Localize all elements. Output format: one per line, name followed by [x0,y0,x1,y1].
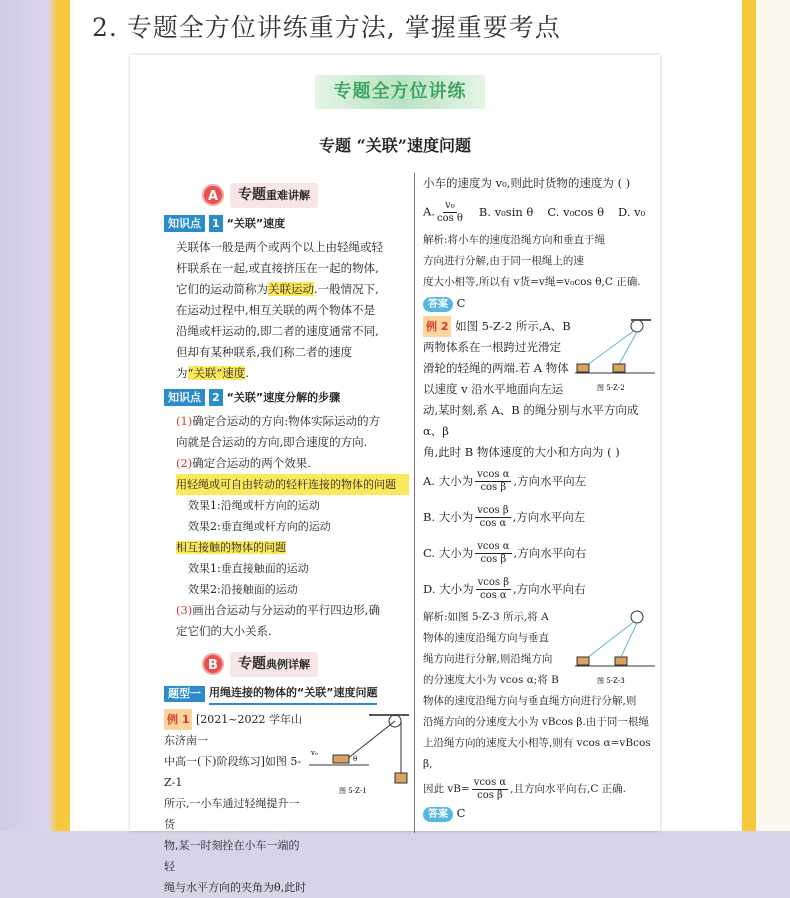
figure-caption: 图 5-Z-1 [339,787,367,795]
text-line: 杆联系在一起,或直接挤压在一起的物体, [176,261,379,275]
kp1-title: “关联”速度 [226,217,286,230]
option-b[interactable]: B. v₀sin θ [478,204,534,219]
kp2-num: 2 [209,389,223,406]
text-line: 关联体一般是两个或两个以上由轻绳或轻 [176,240,383,254]
kp1-text [164,237,409,384]
banner-title: 专题全方位讲练 [315,75,485,109]
example-1-answer: 答案 C [423,293,655,314]
v0-label: v₀ [311,749,318,757]
left-column [164,173,409,898]
text-line: 绳与水平方向的夹角为θ,此时 [164,881,307,894]
text-line: 物,某一时刻拴在小车一端的轻 [164,839,300,873]
text-line: 为“关联”速度. [176,366,249,380]
document-page [130,55,660,894]
column-divider [414,173,415,833]
answer-badge: 答案 [423,297,453,312]
theta-label: θ [353,755,358,763]
block-b [615,657,627,665]
rope-b [617,332,637,368]
example-2-answer: 答案 C [423,803,655,824]
step-line: (1)确定合运动的方向:物体实际运动的方 [176,414,381,428]
text-line: 在运动过程中,相互关联的两个物体不是 [176,303,376,317]
example-1: v₀ θ 图 5-Z-1 例 1 [2021~2022 学年山东济南一 中高一(下)阶段练习]如图 5-Z-1 所示,一小车通过轻绳提升一货 物,某一时刻拴在小车一端的轻 绳与水平方向的夹角为θ,此时 [164,709,409,898]
example-2-options [423,463,655,607]
text-line: 中高一(下)阶段练习]如图 5-Z-1 [164,755,302,789]
example-1-analysis: 解析:将小车的速度沿绳方向和垂直于绳 方向进行分解,由于同一根绳上的速 度大小相等,所以有 v货=v绳=v₀cos θ,C 正确. [423,234,641,288]
section-a-icon: A [202,184,224,206]
figure-5-z-2 [575,316,655,394]
example-1-options [423,194,655,230]
knowledge-point-2 [164,387,409,408]
kp2-tag: 知识点 [164,389,205,406]
step-line: 定它们的大小关系. [176,624,272,638]
figure-caption: 图 5-Z-3 [597,677,625,685]
section-b-title: 专题 [238,655,266,672]
section-a-title: 专题 [238,186,266,203]
section-b-header [202,650,409,678]
text-line: 所示,一小车通过轻绳提升一货 [164,797,300,831]
step-line: (2)确定合运动的两个效果. [176,456,311,470]
example-1-continued: 小车的速度为 v₀,则此时货物的速度为 ( ) [423,176,631,190]
option-b[interactable]: B. 大小为 $\frac{\text{vcos β}}{\text{cos α}}$ ,方向水平向左 [423,504,586,529]
pulley [631,611,643,623]
type-1-tag: 题型一 [164,686,205,702]
rope-a [583,621,635,661]
contact-effect: 效果1:垂直接触面的运动 [188,562,309,575]
text-line: 它们的运动简称为关联运动.一般情况下, [176,282,379,296]
doc-title: 专题 “关联”速度问题 [319,136,471,155]
pulley [631,320,643,332]
type-1-header [164,682,409,705]
kp1-num: 1 [209,215,223,232]
text-line: 但却有某种联系,我们称二者的速度 [176,345,353,359]
right-column [423,173,655,824]
rope-title: 用轻绳或可自由转动的轻杆连接的物体的问题 [176,474,409,495]
example-2-label: 例 2 [423,316,451,337]
contact-effect: 效果2:沿接触面的运动 [188,583,298,596]
option-d[interactable]: D. 大小为 $\frac{\text{vcos β}}{\text{cos α}}$ ,方向水平向右 [423,576,586,601]
figure-caption: 图 5-Z-2 [597,384,625,392]
example-1-label: 例 1 [164,709,192,730]
figure-5-z-3 [575,607,655,687]
section-a-sub: 重难讲解 [266,188,310,202]
knowledge-point-1 [164,213,409,234]
term-highlight: “关联”速度 [187,366,246,380]
page-heading: 2. 专题全方位讲练重方法, 掌握重要考点 [92,13,561,42]
cargo [395,773,407,783]
figure-5-z-1 [309,709,419,797]
text-line: 沿绳或杆运动的,即二者的速度通常不同, [176,324,379,338]
kp2-steps [164,411,409,642]
block-a [577,364,589,372]
example-2: 图 5-Z-2 例 2 如图 5-Z-2 所示,A、B 两物体系在一根跨过光滑定 滑轮的轻绳的两端.若 A 物体 以速度 v 沿水平地面向左运 动,某时刻,系 A、B 的绳分别与水平方向成 α、β 角,此时 B 物体速度的大小和方向为 ( ) [423,316,655,463]
step-line: 向就是合运动的方向,即合速度的方向. [176,435,368,449]
block-b [613,364,625,372]
rope-effect: 效果2:垂直绳或杆方向的运动 [188,520,331,533]
section-a-header [202,181,409,209]
option-a[interactable]: A. 大小为 $\frac{\text{vcos α}}{\text{cos β}}$ ,方向水平向左 [423,468,587,493]
cart [333,755,349,763]
option-d[interactable]: D. v₀ [618,204,646,219]
contact-title: 相互接触的物体的问题 [176,541,286,554]
answer-badge: 答案 [423,807,453,822]
section-b-icon: B [202,653,224,675]
rope-effect: 效果1:沿绳或杆方向的运动 [188,499,320,512]
rope-b [619,623,637,661]
term-highlight: 关联运动 [268,282,314,296]
type-1-title: 用绳连接的物体的“关联”速度问题 [209,682,377,705]
option-a[interactable]: A. $\frac{\text{v₀}}{\text{cos θ}}$ [423,199,463,224]
section-b-sub: 典例详解 [266,657,310,671]
step-line: (3)画出合运动与分运动的平行四边形,确 [176,603,380,617]
rope-diagonal [347,721,395,759]
option-c[interactable]: C. 大小为 $\frac{\text{vcos α}}{\text{cos β}}$ ,方向水平向右 [423,540,587,565]
kp1-tag: 知识点 [164,215,205,232]
example-2-analysis: 图 5-Z-3 解析:如图 5-Z-3 所示,将 A 物体的速度沿绳方向与垂直 绳方向进行分解,则沿绳方向 的分速度大小为 vcos α;将 B 物体的速度沿绳方向与垂直绳方向进行分解,则 沿绳方向的分速度大小为 vBcos β.由于同一根绳 上沿绳方向的速度大小相等,则有 vcos α=vBcos β, 因此 vB= $\frac{\text{vcos α}}{\text{cos β}}$ ,且方向水平向右,C 正确. [423,607,655,803]
block-a [577,657,589,665]
kp2-title: “关联”速度分解的步骤 [226,391,341,404]
option-c[interactable]: C. v₀cos θ [547,204,605,219]
